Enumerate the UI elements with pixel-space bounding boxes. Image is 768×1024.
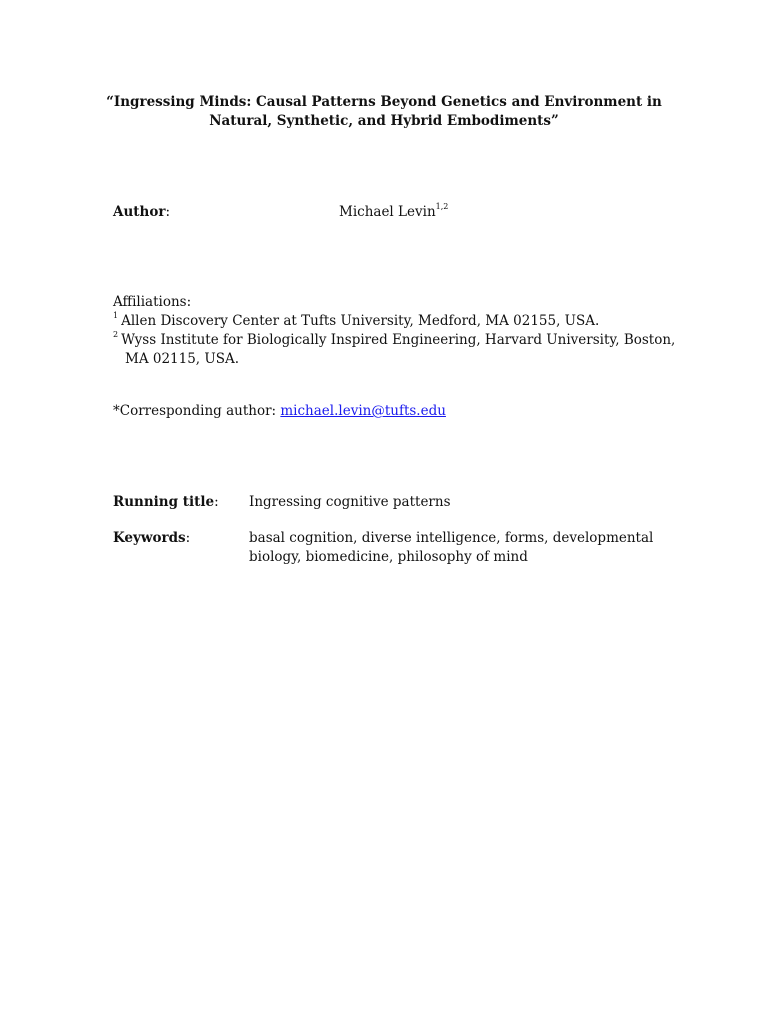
corresponding-author-label: *Corresponding author:: [113, 403, 281, 419]
affiliation-1-text: Allen Discovery Center at Tufts University, Medford, MA 02155, USA.: [121, 313, 600, 329]
running-title-label-colon: :: [214, 494, 219, 510]
affiliation-1: [113, 312, 673, 331]
author-label-text: Author: [113, 204, 166, 220]
keywords-label: [113, 529, 190, 548]
author-name-text: Michael Levin: [339, 204, 436, 220]
author-superscript: 1,2: [435, 202, 449, 211]
corresponding-email-link[interactable]: michael.levin@tufts.edu: [280, 403, 446, 419]
keywords-line-1: basal cognition, diverse intelligence, forms, developmental: [249, 530, 654, 546]
affiliation-2-text-line-1: Wyss Institute for Biologically Inspired Engineering, Harvard University, Boston,: [121, 332, 676, 348]
affiliations-block: [113, 293, 676, 369]
corresponding-author: [113, 402, 446, 421]
running-title-value: Ingressing cognitive patterns: [249, 494, 451, 510]
author-name: [339, 203, 448, 222]
affiliation-2-number: 2: [113, 330, 119, 339]
title-line-2: Natural, Synthetic, and Hybrid Embodiments”: [209, 113, 559, 129]
author-label: [113, 203, 170, 222]
author-label-colon: :: [165, 204, 171, 220]
affiliations-heading: Affiliations:: [113, 294, 192, 310]
keywords-line-2: biology, biomedicine, philosophy of mind: [249, 549, 528, 565]
running-title-label-text: Running title: [113, 494, 215, 510]
affiliation-1-number: 1: [113, 311, 119, 320]
title-line-1: “Ingressing Minds: Causal Patterns Beyond Genetics and Environment in: [106, 94, 662, 110]
affiliation-2-continuation: MA 02115, USA.: [125, 351, 240, 367]
paper-title: [100, 93, 668, 131]
keywords-label-text: Keywords: [113, 530, 186, 546]
keywords-label-colon: :: [185, 530, 191, 546]
keywords-value: [249, 529, 654, 567]
running-title-label: [113, 493, 219, 512]
affiliation-2: [113, 330, 676, 350]
